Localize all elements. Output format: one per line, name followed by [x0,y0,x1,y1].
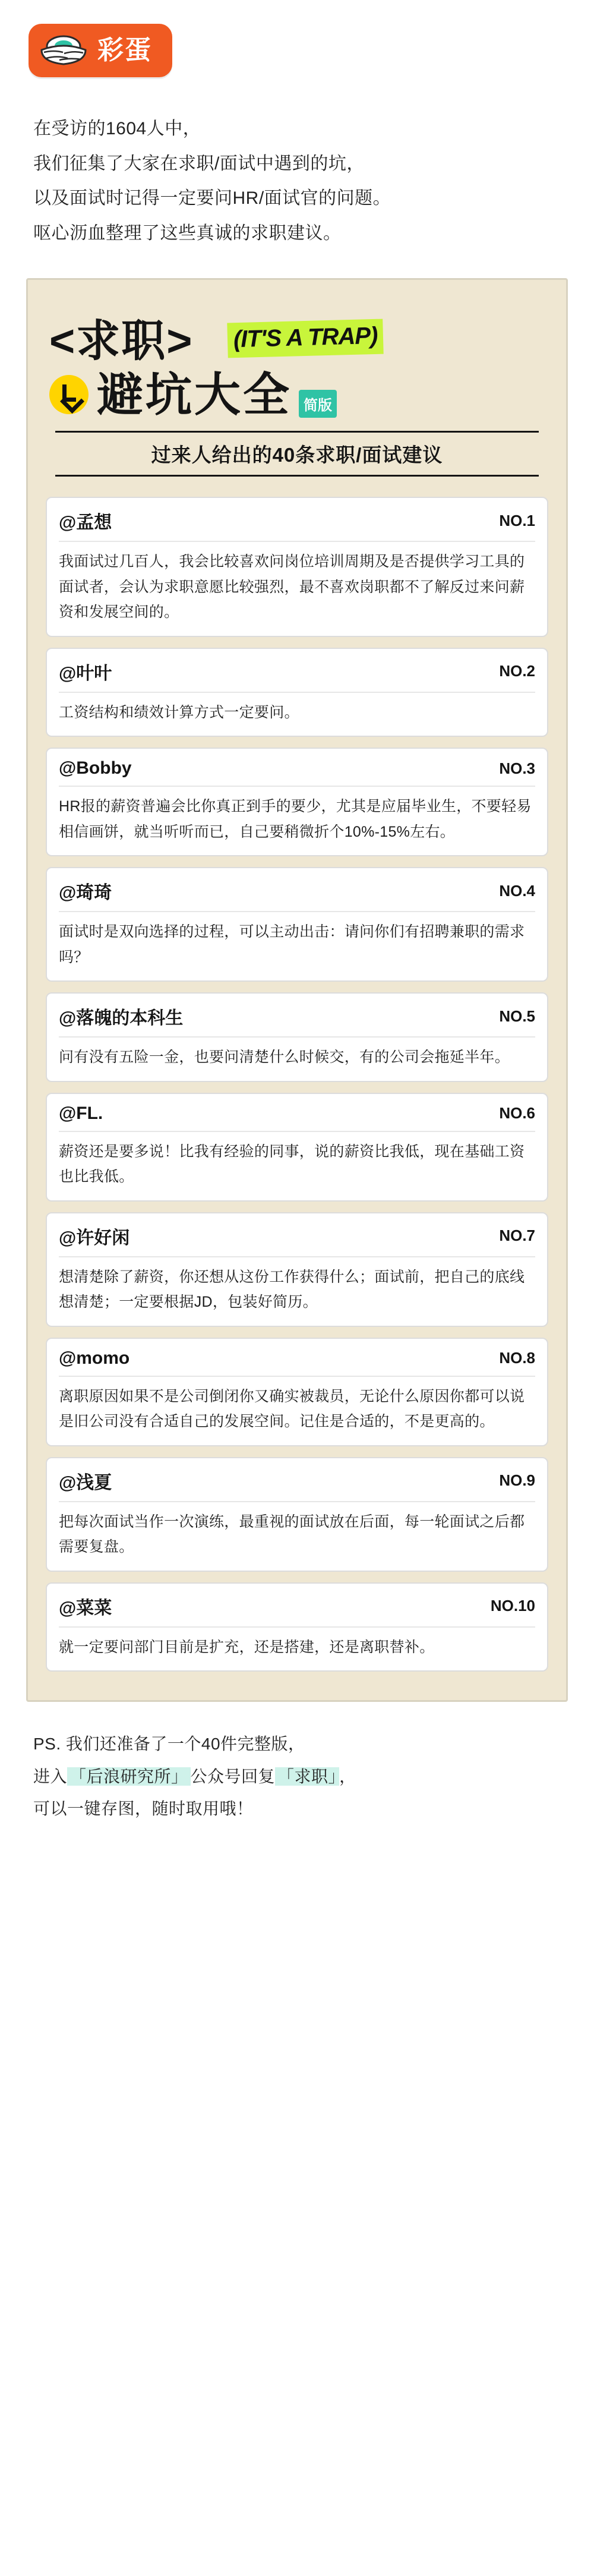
list-item [46,1093,548,1202]
tip-text: 面试时是双向选择的过程，可以主动出击：请问你们有招聘兼职的需求吗？ [59,923,525,966]
intro-paragraph [0,77,594,251]
tip-number: NO.10 [490,1597,535,1615]
tip-header [59,658,535,693]
poster-trap-tag: (IT'S A TRAP) [227,319,384,358]
tip-header [59,1468,535,1502]
tip-header [59,758,535,787]
tip-header [59,507,535,542]
tip-text: 就一定要问部门目前是扩充，还是搭建，还是离职替补。 [59,1638,435,1656]
footer-account-highlight: 「后浪研究所」 [67,1767,191,1786]
poster-card [26,278,568,1702]
footer-line-2 [33,1761,561,1793]
tip-text: 薪资还是要多说！比我有经验的同事，说的薪资比我低，现在基础工资也比我低。 [59,1143,525,1185]
tip-text: 想清楚除了薪资，你还想从这份工作获得什么；面试前，把自己的底线想清楚；一定要根据JD，包装好简历。 [59,1268,525,1310]
poster-title-row-2 [49,368,545,421]
tip-username: @Bobby [59,758,132,778]
list-item [46,1212,548,1327]
poster-simple-tag: 简版 [299,390,337,418]
list-item [46,867,548,982]
tip-username: @孟想 [59,513,112,532]
intro-line-3: 以及面试时记得一定要问HR/面试官的问题。 [33,188,391,208]
tip-header [59,1593,535,1628]
poster-title-line2: 避坑大全 [97,368,292,421]
tip-text: 我面试过几百人，我会比较喜欢问岗位培训周期及是否提供学习工具的面试者，会认为求职意愿比较强烈，最不喜欢岗职都不了解反过来问薪资和发展空间的。 [59,553,525,620]
list-item [46,992,548,1082]
poster-subtitle: 过来人给出的40条求职/面试建议 [55,431,539,477]
intro-line-2: 我们征集了大家在求职/面试中遇到的坑， [33,153,365,174]
list-item [46,1582,548,1672]
tip-header [59,1348,535,1377]
tip-number: NO.1 [499,511,535,529]
tip-username: @FL. [59,1103,103,1123]
list-item [46,748,548,856]
footer-note [0,1702,594,1861]
badge-container [0,0,594,77]
tip-text: 离职原因如果不是公司倒闭你又确实被裁员，无论什么原因你都可以说是旧公司没有合适自己的发展空间。记住是合适的，不是更高的。 [59,1388,525,1430]
tip-header [59,1003,535,1038]
footer-line-1: PS. 我们还准备了一个40件完整版， [33,1735,305,1753]
tip-header [59,1103,535,1132]
tip-number: NO.5 [499,1007,535,1025]
tip-number: NO.3 [499,759,535,777]
footer-line2-part3: ， [339,1767,356,1786]
list-item [46,648,548,737]
tip-username: @momo [59,1348,130,1368]
tip-username: @许好闲 [59,1228,130,1248]
tip-number: NO.9 [499,1471,535,1489]
tip-text: HR报的薪资普遍会比你真正到手的要少，尤其是应届毕业生，不要轻易相信画饼，就当听听而已，自己要稍微折个10%-15%左右。 [59,798,532,840]
tip-number: NO.8 [499,1349,535,1367]
tip-number: NO.7 [499,1226,535,1244]
tip-text: 问有没有五险一金，也要问清楚什么时候交，有的公司会拖延半年。 [59,1049,510,1065]
intro-line-4: 呕心沥血整理了这些真诚的求职建议。 [33,223,342,243]
tip-header [59,1223,535,1257]
tip-number: NO.2 [499,662,535,680]
footer-keyword-highlight: 「求职」 [275,1767,339,1786]
list-item [46,497,548,637]
easter-egg-nest-icon [38,32,89,69]
poster-header [41,295,553,481]
easter-egg-badge [29,24,172,77]
badge-label: 彩蛋 [97,36,152,65]
tip-username: @落魄的本科生 [59,1008,184,1028]
tips-list [41,497,553,1672]
footer-line2-part2: 公众号回复 [190,1767,276,1786]
tip-header [59,878,535,912]
tip-number: NO.6 [499,1104,535,1122]
tip-username: @琦琦 [59,883,112,903]
tip-username: @浅夏 [59,1473,112,1493]
arrow-down-right-icon [49,375,89,414]
list-item [46,1457,548,1572]
footer-line-3: 可以一键存图，随时取用哦！ [33,1799,254,1818]
tip-text: 把每次面试当作一次演练，最重视的面试放在后面，每一轮面试之后都需要复盘。 [59,1513,525,1555]
poster-title-line1: <求职> [49,316,194,365]
tip-username: @菜菜 [59,1598,112,1618]
tip-text: 工资结构和绩效计算方式一定要问。 [59,704,299,721]
tip-number: NO.4 [499,881,535,900]
poster-title-row-1 [49,306,545,363]
tip-username: @叶叶 [59,663,112,683]
footer-line2-part1: 进入 [33,1767,68,1786]
intro-line-1: 在受访的1604人中， [33,119,201,138]
list-item [46,1338,548,1446]
